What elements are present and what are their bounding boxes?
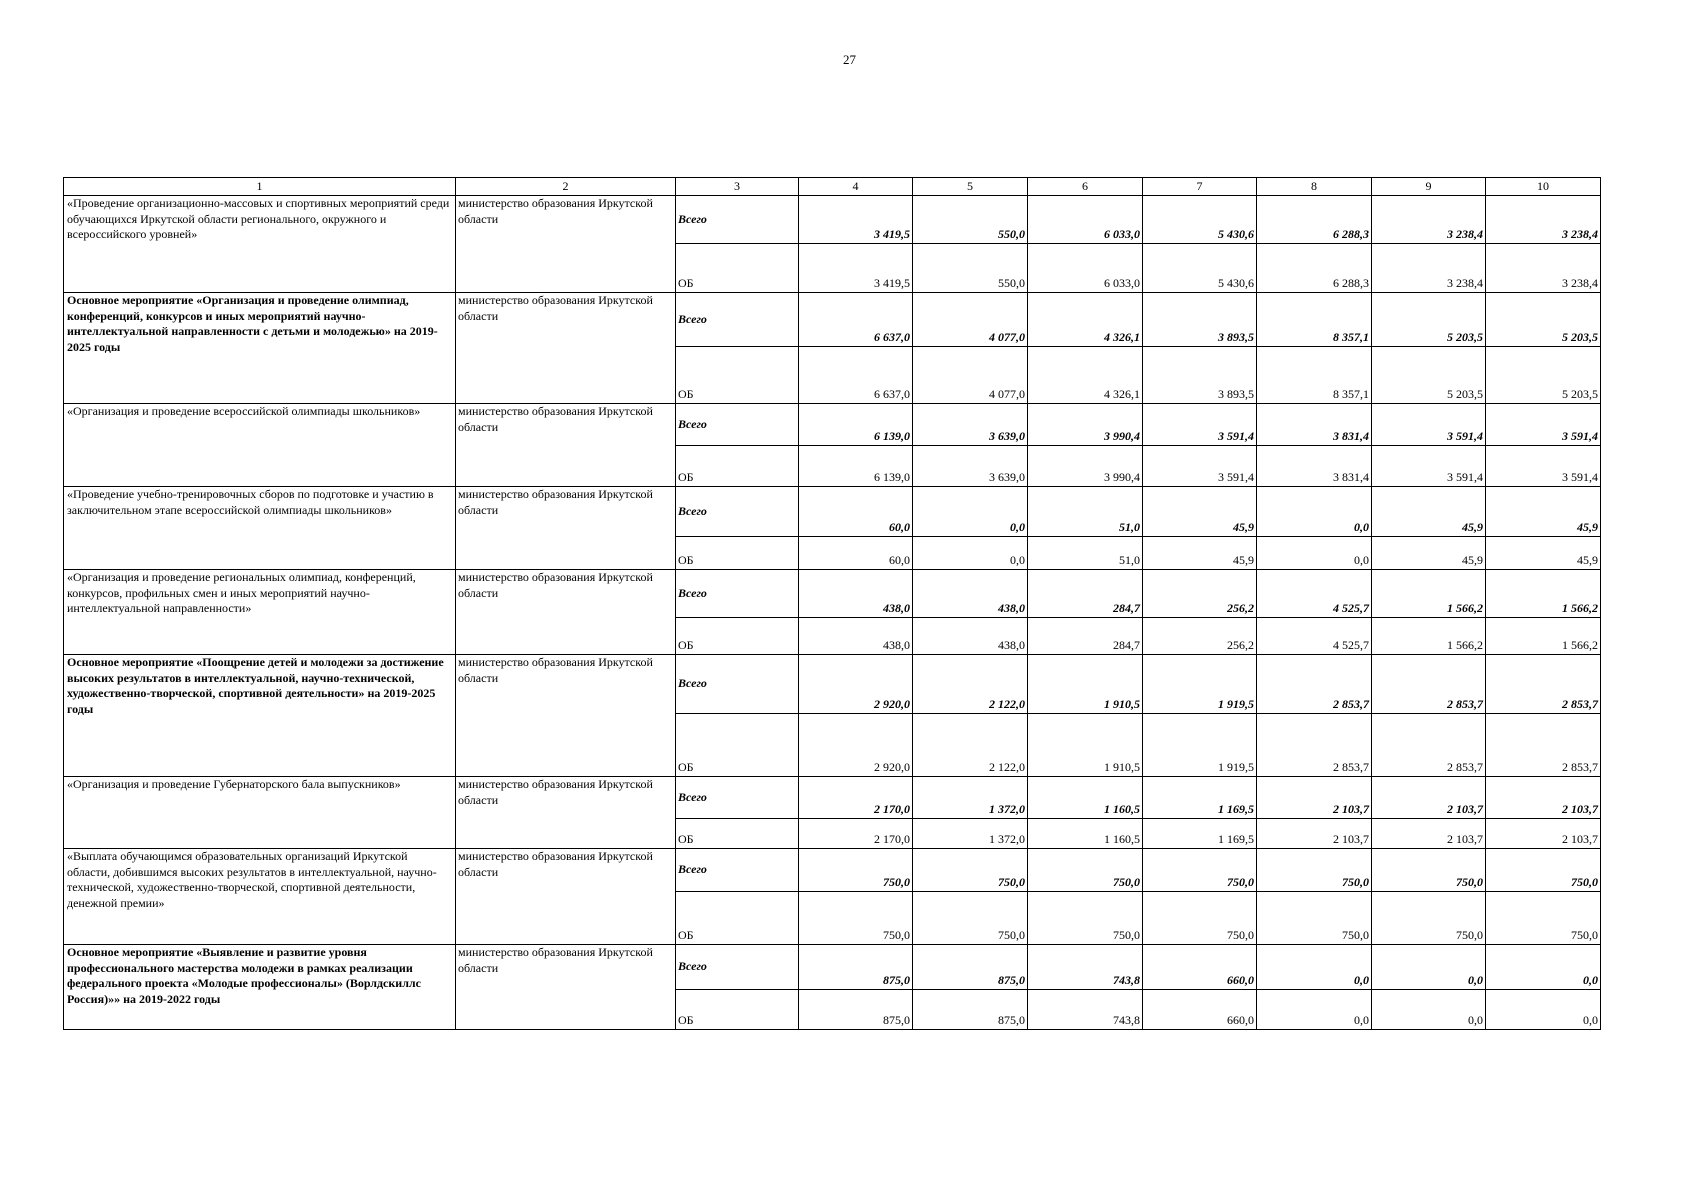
total-value-cell: 3 419,5 bbox=[799, 196, 913, 244]
total-value-cell: 1 566,2 bbox=[1372, 570, 1486, 618]
activity-name: Основное мероприятие «Поощрение детей и молодежи за достижение высоких результатов в интеллектуальной, научно-технической, художественно-творческой, спортивной деятельности» на 2019-2025 годы bbox=[64, 655, 456, 777]
source-value-cell: 45,9 bbox=[1143, 537, 1257, 570]
source-value-cell: 0,0 bbox=[1257, 990, 1372, 1030]
column-header: 3 bbox=[676, 178, 799, 196]
source-value-cell: 3 591,4 bbox=[1486, 446, 1601, 487]
source-value-cell: 0,0 bbox=[1486, 990, 1601, 1030]
activity-name: «Организация и проведение региональных олимпиад, конференций, конкурсов, профильных смен и иных мероприятий научно-интеллектуальной направленности» bbox=[64, 570, 456, 655]
total-value-cell: 743,8 bbox=[1028, 945, 1143, 990]
total-value-cell: 438,0 bbox=[913, 570, 1028, 618]
executor-name: министерство образования Иркутской области bbox=[456, 293, 676, 404]
source-label: ОБ bbox=[676, 892, 799, 945]
executor-name: министерство образования Иркутской области bbox=[456, 655, 676, 777]
source-value-cell: 1 372,0 bbox=[913, 819, 1028, 849]
source-value-cell: 2 853,7 bbox=[1486, 714, 1601, 777]
total-value-cell: 1 566,2 bbox=[1486, 570, 1601, 618]
total-value-cell: 5 203,5 bbox=[1372, 293, 1486, 347]
source-value-cell: 0,0 bbox=[1257, 537, 1372, 570]
total-value-cell: 3 639,0 bbox=[913, 404, 1028, 446]
source-value-cell: 4 525,7 bbox=[1257, 618, 1372, 655]
total-value-cell: 3 591,4 bbox=[1372, 404, 1486, 446]
source-value-cell: 5 203,5 bbox=[1372, 347, 1486, 404]
total-value-cell: 750,0 bbox=[1028, 849, 1143, 892]
source-value-cell: 2 170,0 bbox=[799, 819, 913, 849]
source-value-cell: 875,0 bbox=[913, 990, 1028, 1030]
source-label: ОБ bbox=[676, 714, 799, 777]
source-value-cell: 8 357,1 bbox=[1257, 347, 1372, 404]
total-value-cell: 1 919,5 bbox=[1143, 655, 1257, 714]
total-value-cell: 1 169,5 bbox=[1143, 777, 1257, 819]
total-value-cell: 0,0 bbox=[1372, 945, 1486, 990]
total-value-cell: 5 430,6 bbox=[1143, 196, 1257, 244]
source-value-cell: 45,9 bbox=[1486, 537, 1601, 570]
column-header: 10 bbox=[1486, 178, 1601, 196]
source-value-cell: 6 139,0 bbox=[799, 446, 913, 487]
source-value-cell: 743,8 bbox=[1028, 990, 1143, 1030]
source-value-cell: 4 326,1 bbox=[1028, 347, 1143, 404]
source-value-cell: 3 831,4 bbox=[1257, 446, 1372, 487]
total-label: Всего bbox=[676, 196, 799, 244]
source-value-cell: 256,2 bbox=[1143, 618, 1257, 655]
source-value-cell: 60,0 bbox=[799, 537, 913, 570]
column-header: 4 bbox=[799, 178, 913, 196]
total-value-cell: 875,0 bbox=[913, 945, 1028, 990]
source-value-cell: 0,0 bbox=[913, 537, 1028, 570]
table-row-total bbox=[64, 487, 1601, 537]
executor-name: министерство образования Иркутской области bbox=[456, 945, 676, 1030]
total-value-cell: 6 033,0 bbox=[1028, 196, 1143, 244]
source-value-cell: 2 853,7 bbox=[1257, 714, 1372, 777]
total-value-cell: 750,0 bbox=[1143, 849, 1257, 892]
total-value-cell: 750,0 bbox=[799, 849, 913, 892]
source-label: ОБ bbox=[676, 244, 799, 293]
source-value-cell: 750,0 bbox=[799, 892, 913, 945]
total-value-cell: 4 077,0 bbox=[913, 293, 1028, 347]
source-value-cell: 0,0 bbox=[1372, 990, 1486, 1030]
executor-name: министерство образования Иркутской области bbox=[456, 849, 676, 945]
table-row-total bbox=[64, 655, 1601, 714]
source-value-cell: 6 033,0 bbox=[1028, 244, 1143, 293]
total-value-cell: 3 893,5 bbox=[1143, 293, 1257, 347]
total-value-cell: 750,0 bbox=[1486, 849, 1601, 892]
source-value-cell: 3 238,4 bbox=[1486, 244, 1601, 293]
activity-name: «Организация и проведение всероссийской олимпиады школьников» bbox=[64, 404, 456, 487]
source-value-cell: 750,0 bbox=[1143, 892, 1257, 945]
source-value-cell: 550,0 bbox=[913, 244, 1028, 293]
table-row-total bbox=[64, 404, 1601, 446]
total-value-cell: 1 160,5 bbox=[1028, 777, 1143, 819]
total-value-cell: 3 591,4 bbox=[1143, 404, 1257, 446]
source-label: ОБ bbox=[676, 446, 799, 487]
table-row-total bbox=[64, 945, 1601, 990]
total-value-cell: 875,0 bbox=[799, 945, 913, 990]
source-value-cell: 2 853,7 bbox=[1372, 714, 1486, 777]
total-value-cell: 45,9 bbox=[1372, 487, 1486, 537]
source-value-cell: 1 160,5 bbox=[1028, 819, 1143, 849]
total-value-cell: 284,7 bbox=[1028, 570, 1143, 618]
activity-name: «Проведение организационно-массовых и спортивных мероприятий среди обучающихся Иркутской области регионального, окружного и всероссийского уровней» bbox=[64, 196, 456, 293]
executor-name: министерство образования Иркутской области bbox=[456, 487, 676, 570]
source-value-cell: 2 103,7 bbox=[1257, 819, 1372, 849]
source-value-cell: 5 430,6 bbox=[1143, 244, 1257, 293]
total-value-cell: 256,2 bbox=[1143, 570, 1257, 618]
source-value-cell: 1 169,5 bbox=[1143, 819, 1257, 849]
total-value-cell: 3 238,4 bbox=[1486, 196, 1601, 244]
source-value-cell: 3 639,0 bbox=[913, 446, 1028, 487]
source-value-cell: 438,0 bbox=[913, 618, 1028, 655]
total-value-cell: 3 990,4 bbox=[1028, 404, 1143, 446]
source-label: ОБ bbox=[676, 347, 799, 404]
total-value-cell: 2 122,0 bbox=[913, 655, 1028, 714]
column-header: 7 bbox=[1143, 178, 1257, 196]
total-value-cell: 1 372,0 bbox=[913, 777, 1028, 819]
total-label: Всего bbox=[676, 404, 799, 446]
total-value-cell: 2 103,7 bbox=[1257, 777, 1372, 819]
total-value-cell: 45,9 bbox=[1486, 487, 1601, 537]
total-value-cell: 51,0 bbox=[1028, 487, 1143, 537]
column-header: 2 bbox=[456, 178, 676, 196]
total-value-cell: 2 853,7 bbox=[1486, 655, 1601, 714]
source-value-cell: 750,0 bbox=[1028, 892, 1143, 945]
total-value-cell: 750,0 bbox=[1372, 849, 1486, 892]
total-value-cell: 2 920,0 bbox=[799, 655, 913, 714]
total-label: Всего bbox=[676, 570, 799, 618]
column-number-row bbox=[64, 178, 1601, 196]
total-value-cell: 550,0 bbox=[913, 196, 1028, 244]
column-header: 5 bbox=[913, 178, 1028, 196]
source-label: ОБ bbox=[676, 819, 799, 849]
page-number: 27 bbox=[843, 52, 856, 67]
table-row-total bbox=[64, 196, 1601, 244]
total-label: Всего bbox=[676, 293, 799, 347]
source-value-cell: 45,9 bbox=[1372, 537, 1486, 570]
total-value-cell: 438,0 bbox=[799, 570, 913, 618]
column-header: 8 bbox=[1257, 178, 1372, 196]
source-value-cell: 3 893,5 bbox=[1143, 347, 1257, 404]
source-value-cell: 3 419,5 bbox=[799, 244, 913, 293]
total-label: Всего bbox=[676, 655, 799, 714]
source-value-cell: 1 910,5 bbox=[1028, 714, 1143, 777]
source-value-cell: 660,0 bbox=[1143, 990, 1257, 1030]
source-value-cell: 5 203,5 bbox=[1486, 347, 1601, 404]
source-value-cell: 2 122,0 bbox=[913, 714, 1028, 777]
total-value-cell: 3 591,4 bbox=[1486, 404, 1601, 446]
source-value-cell: 2 920,0 bbox=[799, 714, 913, 777]
source-value-cell: 750,0 bbox=[1486, 892, 1601, 945]
activity-name: «Выплата обучающимся образовательных организаций Иркутской области, добившимся высоких результатов в интеллектуальной, научно-технической, художественно-творческой, спортивной деятельности, денежной премии» bbox=[64, 849, 456, 945]
budget-table bbox=[63, 177, 1601, 1030]
total-value-cell: 45,9 bbox=[1143, 487, 1257, 537]
total-value-cell: 3 831,4 bbox=[1257, 404, 1372, 446]
activity-name: Основное мероприятие «Организация и проведение олимпиад, конференций, конкурсов и иных мероприятий научно-интеллектуальной направленности с детьми и молодежью» на 2019-2025 годы bbox=[64, 293, 456, 404]
total-label: Всего bbox=[676, 487, 799, 537]
source-value-cell: 6 637,0 bbox=[799, 347, 913, 404]
total-value-cell: 660,0 bbox=[1143, 945, 1257, 990]
executor-name: министерство образования Иркутской области bbox=[456, 777, 676, 849]
source-value-cell: 438,0 bbox=[799, 618, 913, 655]
total-value-cell: 60,0 bbox=[799, 487, 913, 537]
activity-name: «Проведение учебно-тренировочных сборов по подготовке и участию в заключительном этапе всероссийской олимпиады школьников» bbox=[64, 487, 456, 570]
source-value-cell: 4 077,0 bbox=[913, 347, 1028, 404]
total-value-cell: 1 910,5 bbox=[1028, 655, 1143, 714]
total-value-cell: 750,0 bbox=[1257, 849, 1372, 892]
total-value-cell: 0,0 bbox=[1257, 487, 1372, 537]
total-label: Всего bbox=[676, 945, 799, 990]
executor-name: министерство образования Иркутской области bbox=[456, 570, 676, 655]
source-value-cell: 1 919,5 bbox=[1143, 714, 1257, 777]
total-value-cell: 750,0 bbox=[913, 849, 1028, 892]
source-value-cell: 6 288,3 bbox=[1257, 244, 1372, 293]
source-value-cell: 3 591,4 bbox=[1143, 446, 1257, 487]
source-value-cell: 1 566,2 bbox=[1486, 618, 1601, 655]
source-label: ОБ bbox=[676, 990, 799, 1030]
total-value-cell: 3 238,4 bbox=[1372, 196, 1486, 244]
source-value-cell: 875,0 bbox=[799, 990, 913, 1030]
source-value-cell: 750,0 bbox=[1372, 892, 1486, 945]
table-row-total bbox=[64, 777, 1601, 819]
activity-name: «Организация и проведение Губернаторского бала выпускников» bbox=[64, 777, 456, 849]
executor-name: министерство образования Иркутской области bbox=[456, 196, 676, 293]
total-value-cell: 5 203,5 bbox=[1486, 293, 1601, 347]
total-value-cell: 2 853,7 bbox=[1372, 655, 1486, 714]
source-value-cell: 750,0 bbox=[1257, 892, 1372, 945]
source-value-cell: 3 238,4 bbox=[1372, 244, 1486, 293]
total-value-cell: 2 170,0 bbox=[799, 777, 913, 819]
source-value-cell: 3 990,4 bbox=[1028, 446, 1143, 487]
total-value-cell: 2 103,7 bbox=[1486, 777, 1601, 819]
total-value-cell: 6 637,0 bbox=[799, 293, 913, 347]
total-value-cell: 6 139,0 bbox=[799, 404, 913, 446]
source-value-cell: 2 103,7 bbox=[1372, 819, 1486, 849]
source-value-cell: 284,7 bbox=[1028, 618, 1143, 655]
source-value-cell: 750,0 bbox=[913, 892, 1028, 945]
total-value-cell: 6 288,3 bbox=[1257, 196, 1372, 244]
total-label: Всего bbox=[676, 849, 799, 892]
total-value-cell: 0,0 bbox=[913, 487, 1028, 537]
column-header: 1 bbox=[64, 178, 456, 196]
total-value-cell: 8 357,1 bbox=[1257, 293, 1372, 347]
column-header: 6 bbox=[1028, 178, 1143, 196]
total-value-cell: 0,0 bbox=[1486, 945, 1601, 990]
source-value-cell: 2 103,7 bbox=[1486, 819, 1601, 849]
activity-name: Основное мероприятие «Выявление и развитие уровня профессионального мастерства молодежи в рамках реализации федерального проекта «Молодые профессионалы» (Ворлдскиллс Россия)»» на 2019-2022 годы bbox=[64, 945, 456, 1030]
table-row-total bbox=[64, 293, 1601, 347]
source-value-cell: 51,0 bbox=[1028, 537, 1143, 570]
table-row-total bbox=[64, 570, 1601, 618]
source-value-cell: 1 566,2 bbox=[1372, 618, 1486, 655]
total-value-cell: 4 525,7 bbox=[1257, 570, 1372, 618]
total-value-cell: 2 103,7 bbox=[1372, 777, 1486, 819]
total-value-cell: 4 326,1 bbox=[1028, 293, 1143, 347]
table-body bbox=[64, 196, 1601, 1030]
executor-name: министерство образования Иркутской области bbox=[456, 404, 676, 487]
total-label: Всего bbox=[676, 777, 799, 819]
source-value-cell: 3 591,4 bbox=[1372, 446, 1486, 487]
total-value-cell: 0,0 bbox=[1257, 945, 1372, 990]
source-label: ОБ bbox=[676, 618, 799, 655]
total-value-cell: 2 853,7 bbox=[1257, 655, 1372, 714]
table-row-total bbox=[64, 849, 1601, 892]
source-label: ОБ bbox=[676, 537, 799, 570]
column-header: 9 bbox=[1372, 178, 1486, 196]
